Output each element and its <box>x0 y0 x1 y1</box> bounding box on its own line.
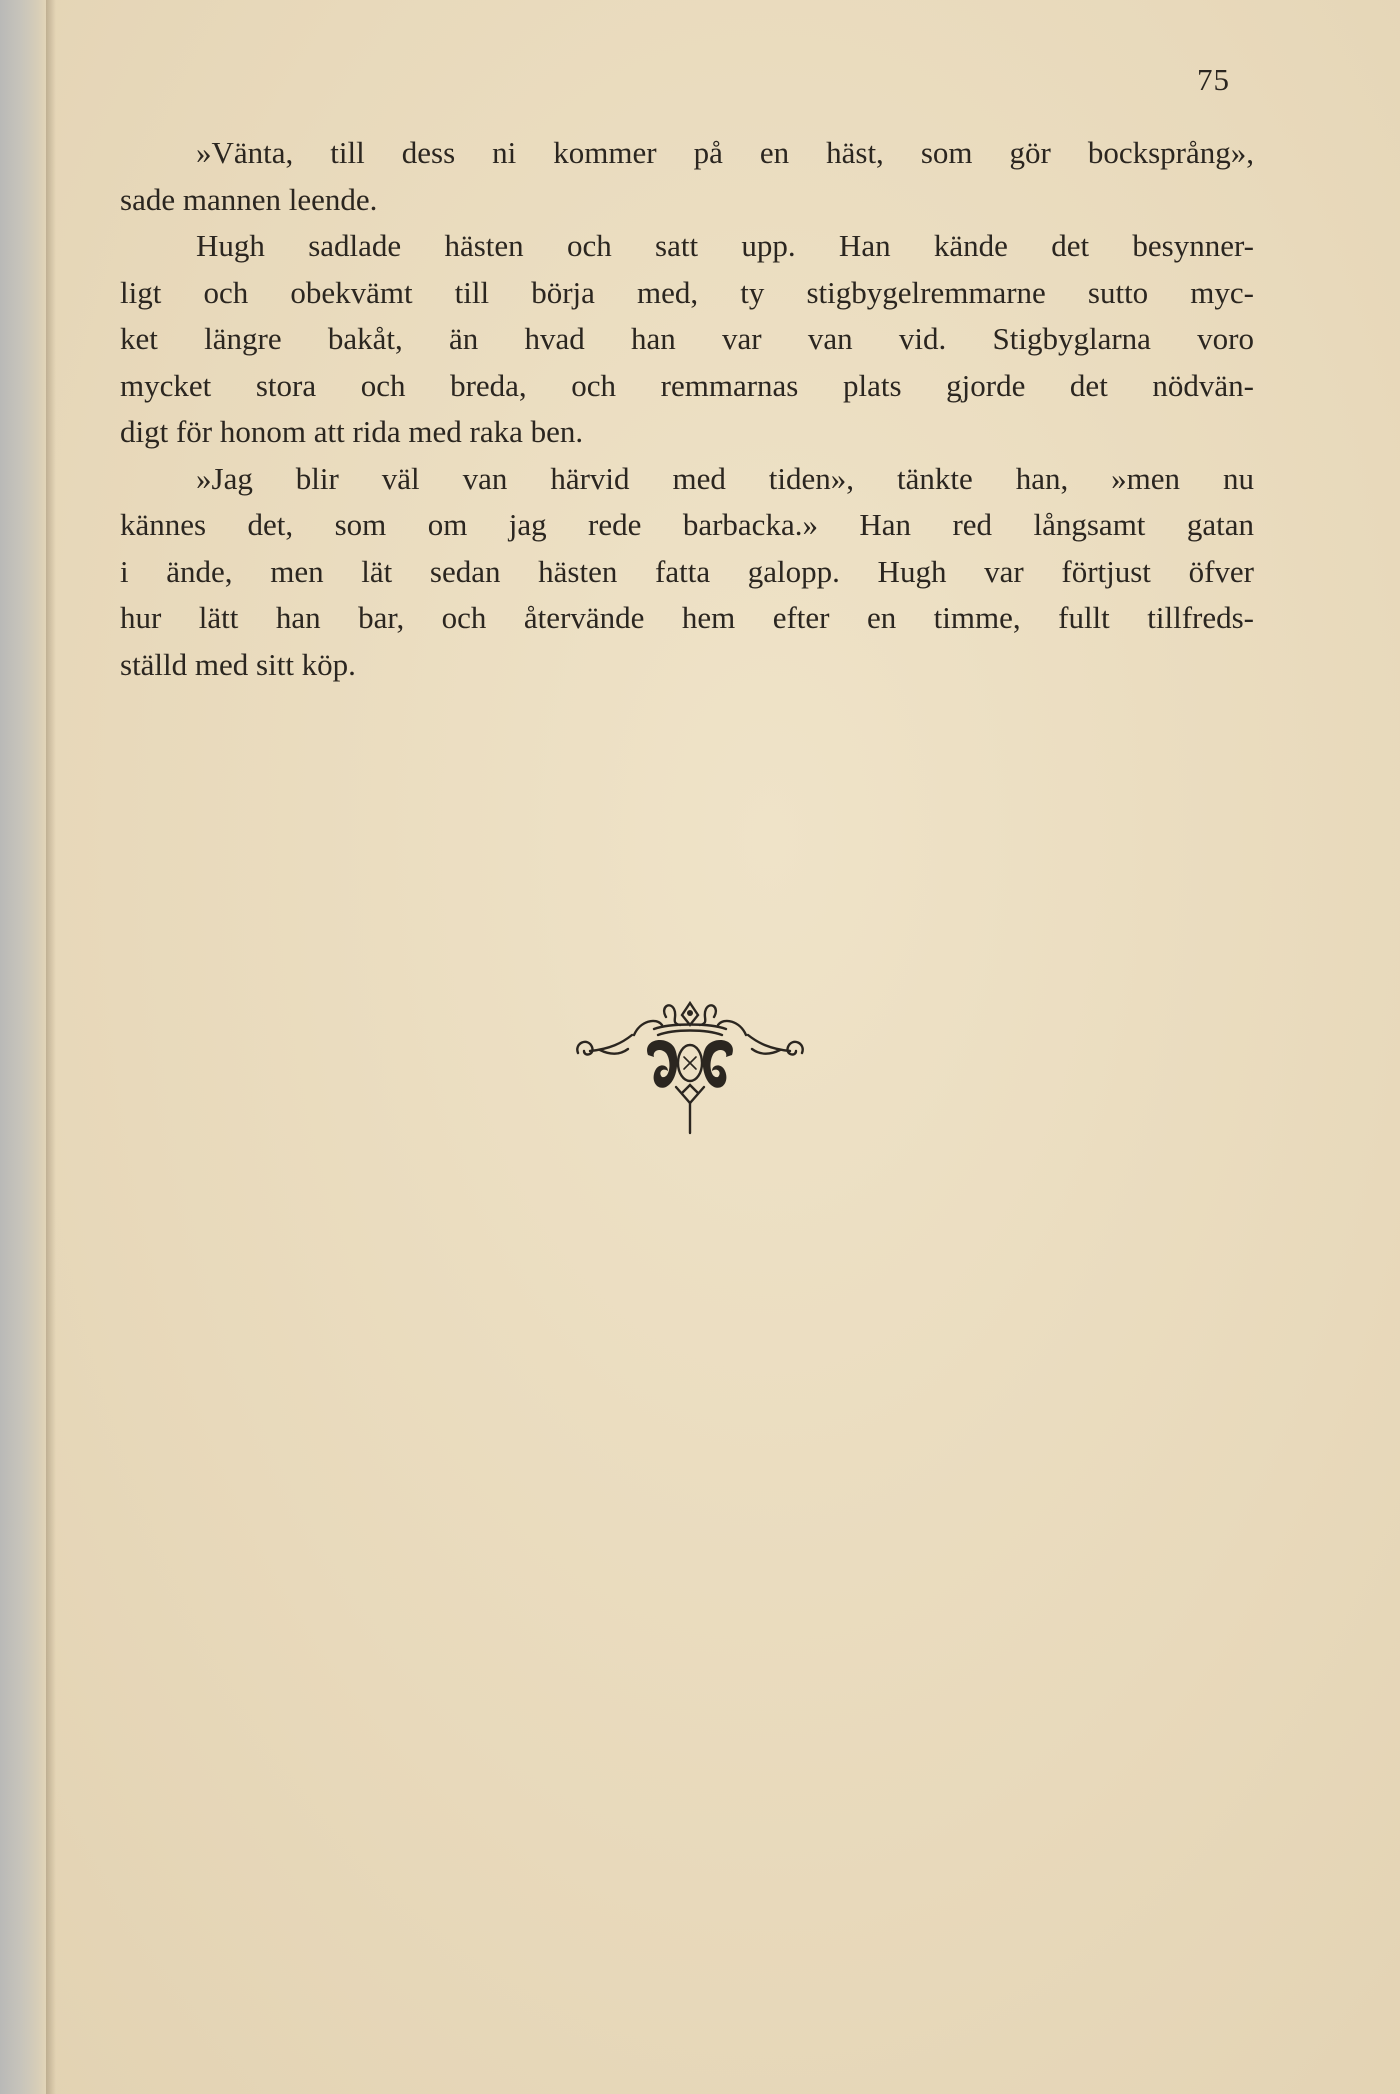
decorative-vignette-icon <box>570 995 810 1140</box>
text-line: mycket stora och breda, och remmarnas plats gjorde det nödvän- <box>120 367 1254 403</box>
text-line: digt för honom att rida med raka ben. <box>120 414 584 449</box>
text-line: ställd med sitt köp. <box>120 646 356 682</box>
text-line: ligt och obekvämt till börja med, ty stigbygelremmarne sutto myc- <box>120 274 1254 310</box>
paragraph-3 <box>120 456 1254 689</box>
paragraph-1 <box>120 130 1254 223</box>
body-text <box>120 130 1254 688</box>
text-line: »Jag blir väl van härvid med tiden», tänkte han, »men nu <box>196 460 1254 496</box>
text-line: kännes det, som om jag rede barbacka.» Han red långsamt gatan <box>120 507 1254 542</box>
text-line: Hugh sadlade hästen och satt upp. Han kände det besynner- <box>196 228 1254 263</box>
text-line: ket längre bakåt, än hvad han var van vid. Stigbyglarna voro <box>120 321 1254 356</box>
text-line: hur lätt han bar, och återvände hem efter en timme, fullt tillfreds- <box>120 600 1254 635</box>
page-number: 75 <box>1197 62 1230 97</box>
binding-edge <box>0 0 46 2094</box>
text-line: »Vänta, till dess ni kommer på en häst, som gör bocksprång», <box>196 135 1254 170</box>
text-line: sade mannen leende. <box>120 181 378 217</box>
text-line: i ände, men lät sedan hästen fatta galopp. Hugh var förtjust öfver <box>120 553 1254 589</box>
paragraph-2 <box>120 223 1254 456</box>
binding-shadow <box>46 0 56 2094</box>
